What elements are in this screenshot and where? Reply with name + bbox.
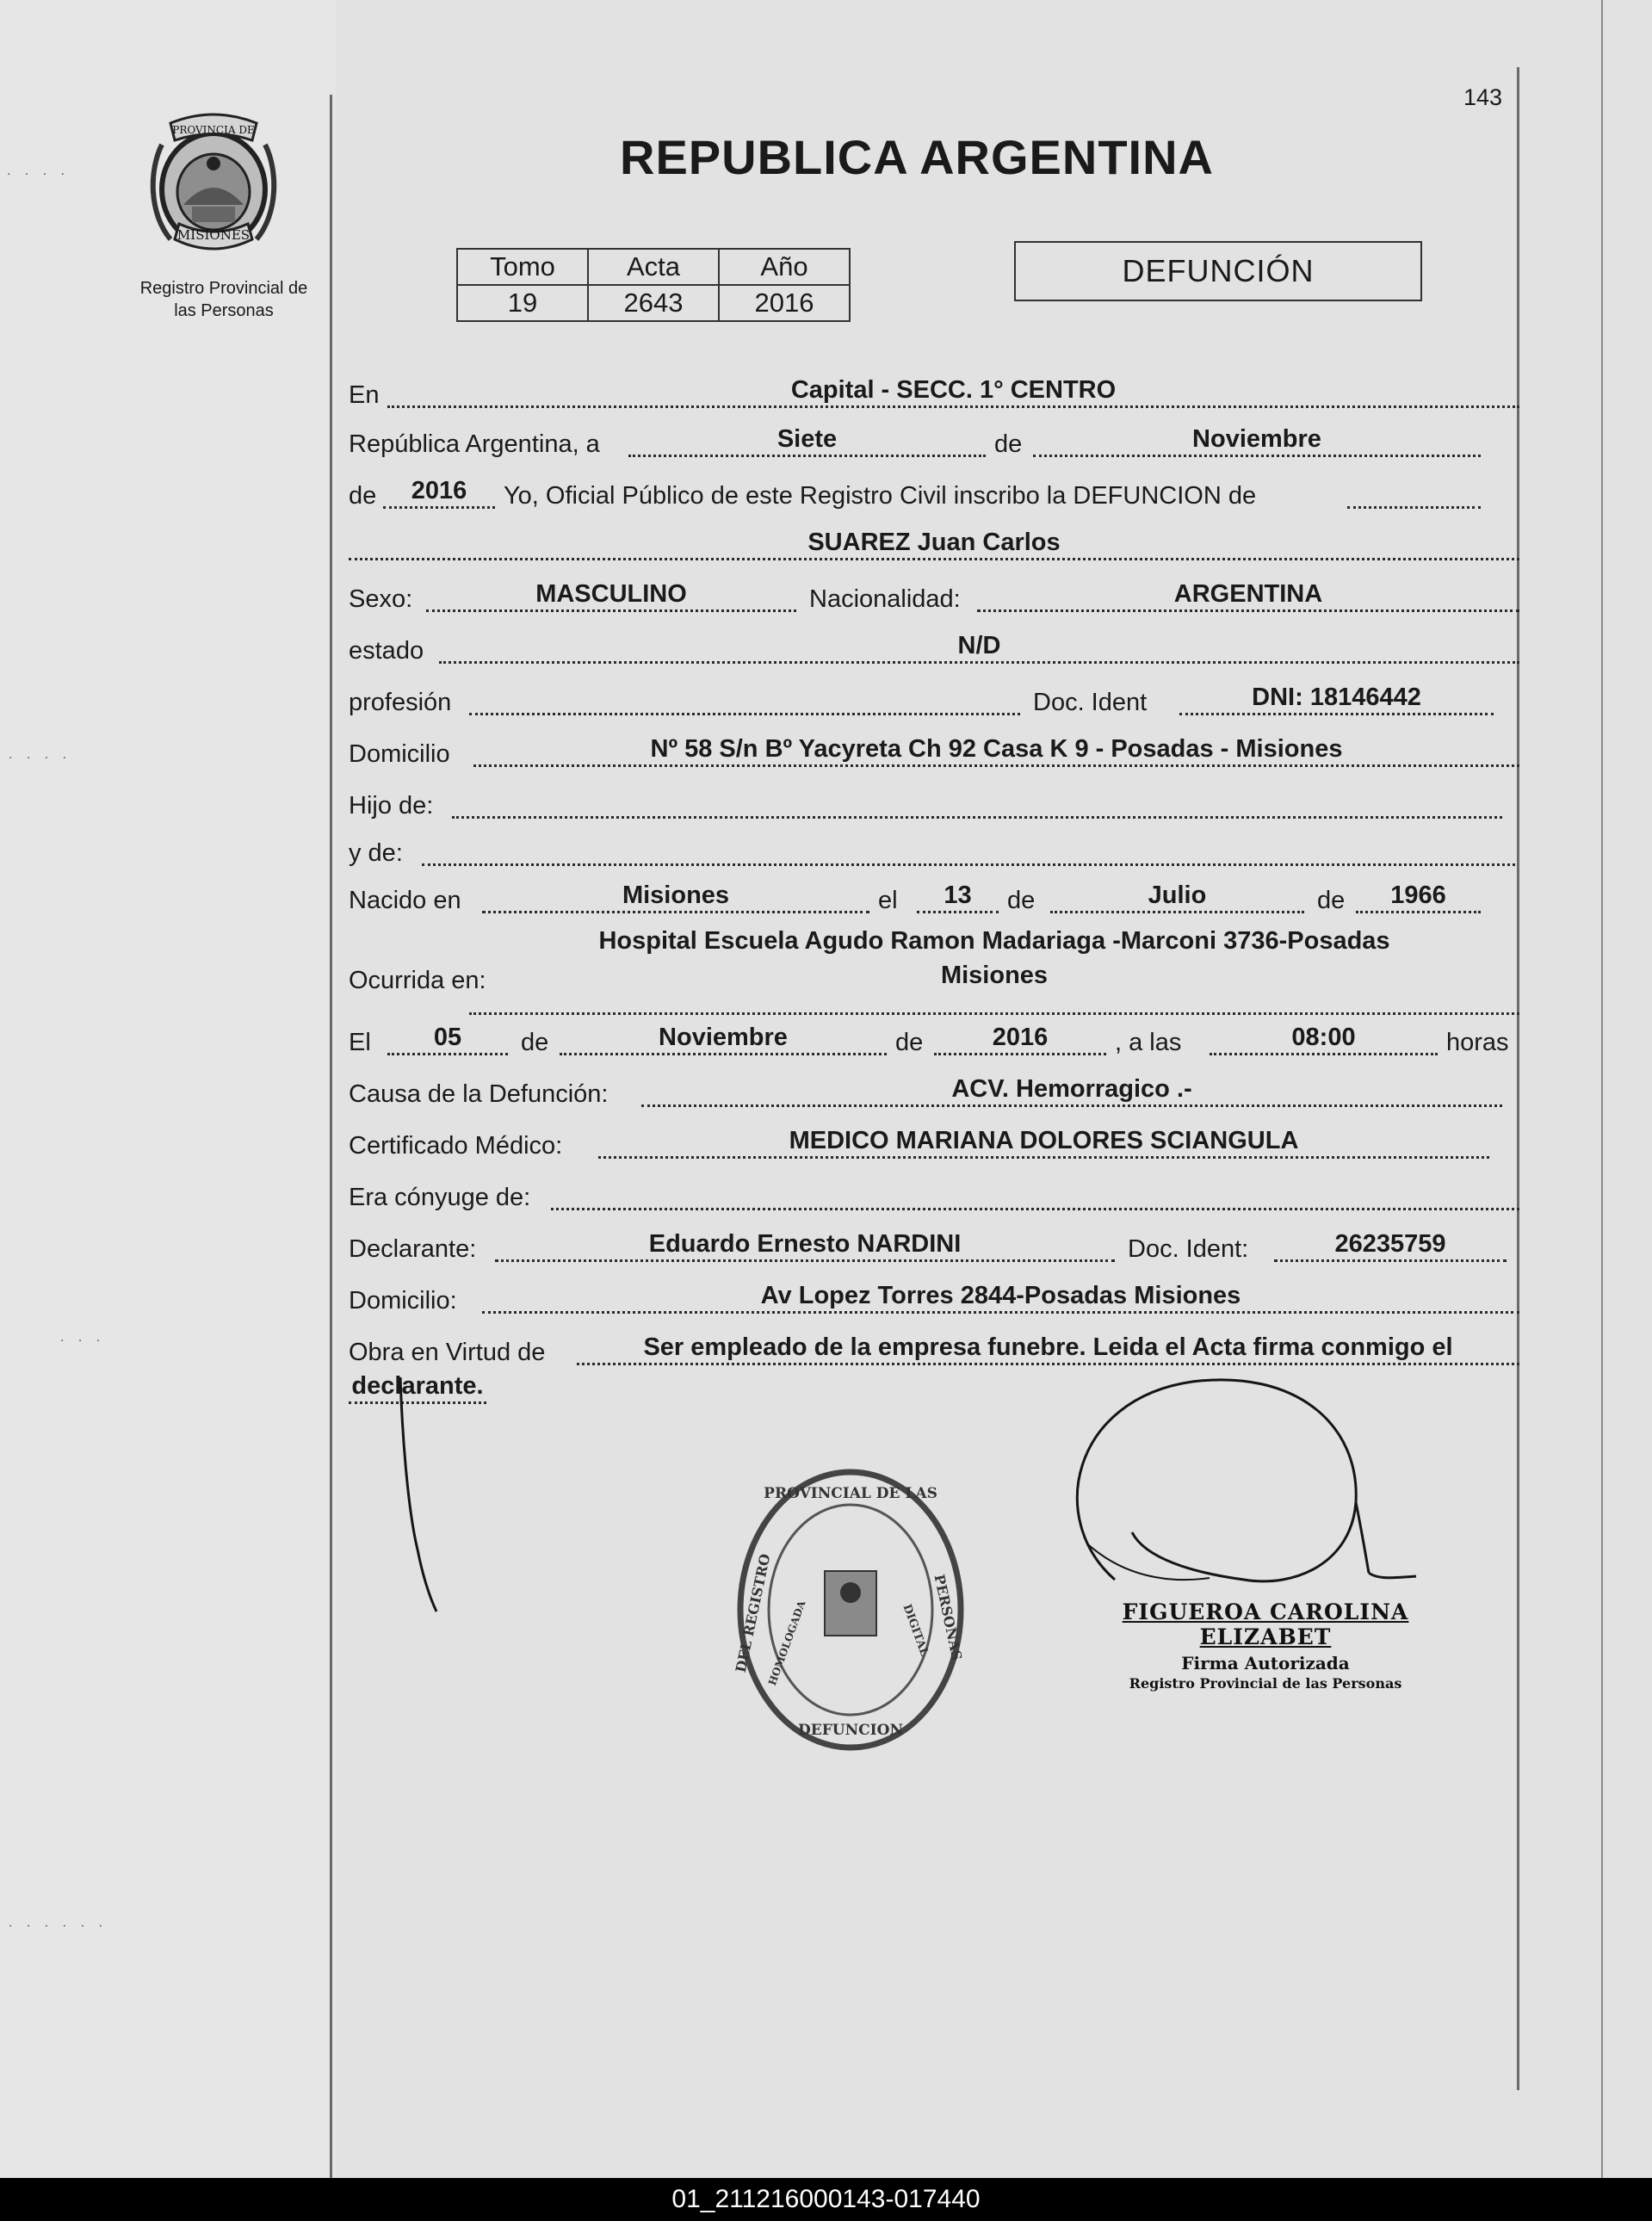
field-label: Nacido en xyxy=(349,887,461,914)
svg-text:PROVINCIAL DE LAS: PROVINCIAL DE LAS xyxy=(764,1485,937,1502)
field-label: Hijo de: xyxy=(349,792,434,820)
field-label: Obra en Virtud de xyxy=(349,1339,546,1366)
dotted-fill-line xyxy=(452,785,1502,819)
field-value: Misiones xyxy=(622,882,730,909)
dotted-fill-line xyxy=(551,1177,1519,1210)
field-label: profesión xyxy=(349,689,452,716)
field-value: 26235759 xyxy=(1334,1230,1446,1258)
anio-header: Año xyxy=(719,249,850,285)
field-label: de xyxy=(1007,887,1036,914)
margin-dots: . . . xyxy=(60,1330,106,1345)
field-value: Noviembre xyxy=(659,1024,788,1051)
form-line xyxy=(349,1119,1519,1164)
field-value: Noviembre xyxy=(1192,425,1321,453)
field-label: Domicilio xyxy=(349,740,450,768)
signer-organization: Registro Provincial de las Personas xyxy=(1129,1675,1402,1692)
svg-text:DEL REGISTRO: DEL REGISTRO xyxy=(732,1552,774,1674)
document-type-box: DEFUNCIÓN xyxy=(1014,241,1422,301)
field-value: Misiones xyxy=(940,962,1049,989)
country-title: REPUBLICA ARGENTINA xyxy=(620,130,1214,184)
form-line xyxy=(349,521,1519,566)
form-line xyxy=(349,1222,1519,1267)
tomo-value: 19 xyxy=(457,285,588,321)
field-value: Siete xyxy=(777,425,838,453)
svg-text:DIGITAL: DIGITAL xyxy=(900,1602,931,1658)
field-label: y de: xyxy=(349,839,403,867)
left-margin xyxy=(0,0,336,2178)
form-line xyxy=(349,469,1519,514)
field-label: estado xyxy=(349,637,424,665)
field-label: Era cónyuge de: xyxy=(349,1184,531,1211)
dotted-fill-line xyxy=(1347,475,1481,509)
field-label: Causa de la Defunción: xyxy=(349,1080,609,1108)
field-label: Doc. Ident: xyxy=(1128,1235,1249,1263)
field-value: N/D xyxy=(957,632,1001,659)
field-label: Doc. Ident xyxy=(1033,689,1148,716)
form-line xyxy=(349,624,1519,669)
field-label: Domicilio: xyxy=(349,1287,457,1315)
form-line xyxy=(349,1016,1519,1061)
field-value: Capital - SECC. 1° CENTRO xyxy=(790,376,1117,404)
page-edge-line xyxy=(1601,0,1603,2178)
svg-text:HOMOLOGADA: HOMOLOGADA xyxy=(765,1599,808,1687)
form-line xyxy=(349,779,1519,824)
left-form-rule xyxy=(330,95,332,2178)
field-label: de xyxy=(994,430,1023,458)
svg-text:PERSONAS: PERSONAS xyxy=(931,1573,966,1662)
field-label: de xyxy=(521,1029,549,1056)
svg-text:DEFUNCION: DEFUNCION xyxy=(798,1722,903,1739)
field-value: Hospital Escuela Agudo Ramon Madariaga -Marconi 3736-Posadas xyxy=(598,927,1390,955)
acta-value: 2643 xyxy=(588,285,719,321)
field-label: Certificado Médico: xyxy=(349,1132,563,1160)
field-label: el xyxy=(878,887,898,914)
field-value: MASCULINO xyxy=(535,580,687,608)
field-label: , a las xyxy=(1115,1029,1182,1056)
signer-role: Firma Autorizada xyxy=(1181,1653,1350,1673)
form-line xyxy=(349,1067,1519,1112)
form-line xyxy=(349,874,1519,919)
official-stamp xyxy=(730,1463,971,1756)
field-label: En xyxy=(349,381,380,409)
record-table xyxy=(456,248,851,322)
field-value: ACV. Hemorragico .- xyxy=(951,1075,1192,1103)
form-line xyxy=(349,418,1519,462)
form-line xyxy=(349,1171,1519,1216)
field-value: SUAREZ Juan Carlos xyxy=(807,529,1061,556)
field-label: horas xyxy=(1446,1029,1509,1056)
svg-text:PROVINCIA DE: PROVINCIA DE xyxy=(172,124,255,136)
field-label: Yo, Oficial Público de este Registro Civil inscribo la DEFUNCION de xyxy=(504,482,1257,510)
margin-dots: . . . . xyxy=(7,164,71,178)
field-label: de xyxy=(895,1029,924,1056)
field-label: de xyxy=(1317,887,1346,914)
authorized-signer xyxy=(1093,1599,1438,1692)
registry-label-line1: Registro Provincial de xyxy=(139,279,308,298)
field-value: 2016 xyxy=(992,1024,1049,1051)
field-value: Nº 58 S/n Bº Yacyreta Ch 92 Casa K 9 - Posadas - Misiones xyxy=(650,735,1343,763)
field-value: DNI: 18146442 xyxy=(1252,684,1421,711)
field-value: MEDICO MARIANA DOLORES SCIANGULA xyxy=(789,1127,1299,1154)
svg-text:MISIONES: MISIONES xyxy=(176,227,251,243)
field-label: República Argentina, a xyxy=(349,430,600,458)
field-value: declarante. xyxy=(351,1372,484,1400)
field-value: Av Lopez Torres 2844-Posadas Misiones xyxy=(760,1282,1241,1309)
form-line xyxy=(349,727,1519,772)
form-line xyxy=(349,975,1519,1020)
field-value: 1966 xyxy=(1390,882,1446,909)
margin-pen-stroke xyxy=(392,1377,443,1618)
margin-dots: . . . . xyxy=(9,747,72,762)
field-label: El xyxy=(349,1029,371,1056)
acta-header: Acta xyxy=(588,249,719,285)
registry-label-line2: las Personas xyxy=(174,301,274,320)
tomo-header: Tomo xyxy=(457,249,588,285)
form-line xyxy=(349,572,1519,617)
signer-name: FIGUEROA CAROLINA ELIZABET xyxy=(1122,1599,1409,1649)
field-value: 2016 xyxy=(411,477,467,504)
dotted-fill-line xyxy=(469,682,1020,715)
field-label: Declarante: xyxy=(349,1235,477,1263)
province-crest xyxy=(145,110,282,265)
field-value: 05 xyxy=(433,1024,462,1051)
anio-value: 2016 xyxy=(719,285,850,321)
page-number: 143 xyxy=(1463,84,1503,110)
form-line xyxy=(349,826,1519,871)
margin-dots: . . . . . . xyxy=(9,1915,108,1930)
scan-footer xyxy=(0,2178,1652,2221)
form-line xyxy=(349,676,1519,721)
form-line xyxy=(349,368,1519,413)
form-line xyxy=(349,1274,1519,1319)
dotted-fill-line xyxy=(469,981,1519,1015)
field-label: Nacionalidad: xyxy=(809,585,961,613)
registry-label xyxy=(112,277,336,322)
field-label: de xyxy=(349,482,377,510)
dotted-fill-line xyxy=(422,832,1515,866)
field-value: 13 xyxy=(944,882,972,909)
field-label: Sexo: xyxy=(349,585,413,613)
barcode-text: 01_211216000143-017440 xyxy=(671,2185,981,2213)
field-value: ARGENTINA xyxy=(1173,580,1323,608)
field-value: Julio xyxy=(1148,882,1207,909)
field-label: Ocurrida en: xyxy=(349,967,486,994)
field-value: Eduardo Ernesto NARDINI xyxy=(648,1230,962,1258)
field-value: Ser empleado de la empresa funebre. Leida el Acta firma conmigo el xyxy=(643,1333,1453,1361)
handwritten-signature xyxy=(1063,1373,1425,1631)
field-value: 08:00 xyxy=(1291,1024,1356,1051)
